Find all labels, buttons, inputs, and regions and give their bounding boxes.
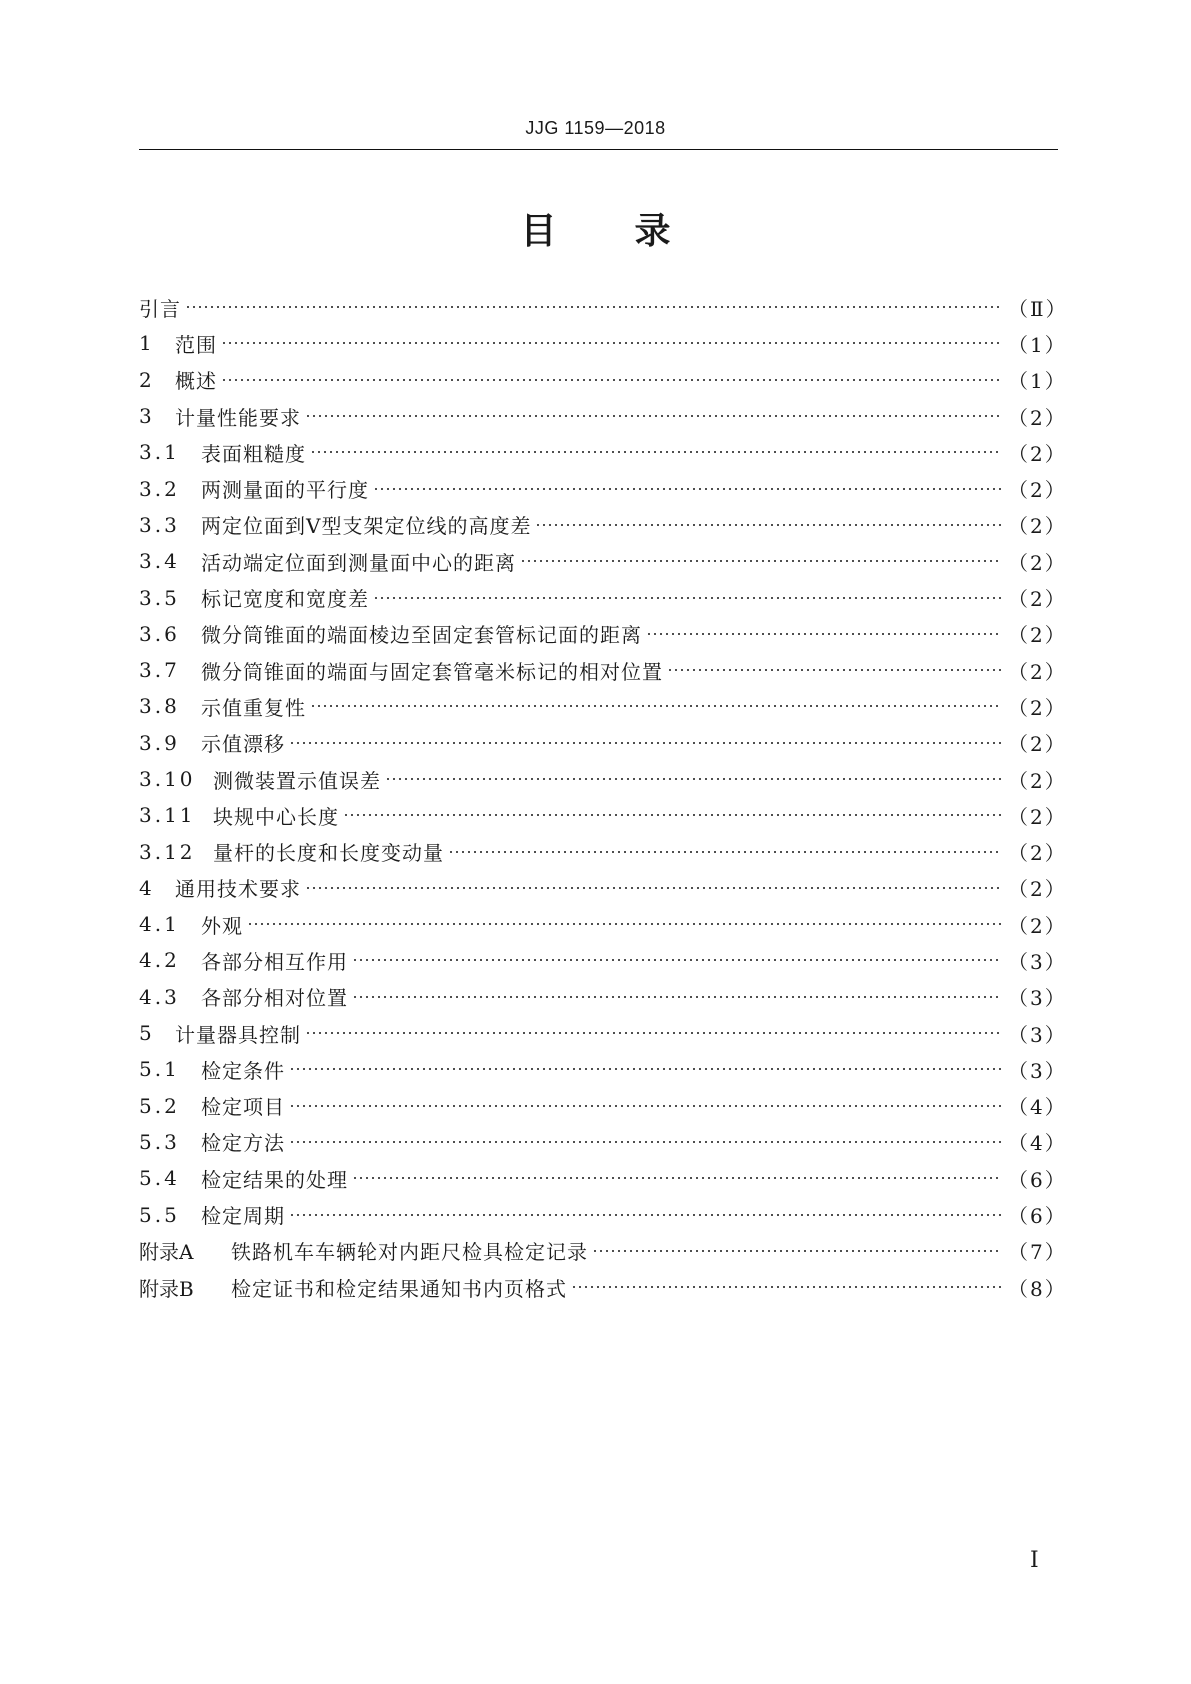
toc-entry[interactable] (139, 870, 1067, 906)
toc-entry-number: 3.2 (139, 476, 180, 501)
toc-entry[interactable] (139, 942, 1067, 978)
toc-dot-leader (221, 341, 1002, 345)
toc-entry-number: 3.10 (139, 767, 196, 791)
toc-entry[interactable] (139, 1196, 1067, 1232)
toc-entry-page: （8） (1008, 1276, 1067, 1301)
toc-entry-label: 检定方法 (201, 1131, 285, 1156)
toc-entry-label: 块规中心长度 (213, 804, 339, 829)
toc-entry-label: 概述 (175, 369, 217, 394)
toc-dot-leader (646, 632, 1002, 636)
toc-dot-leader (289, 1067, 1002, 1071)
toc-entry-label: 检定周期 (201, 1204, 285, 1229)
toc-entry[interactable] (139, 652, 1067, 688)
toc-dot-leader (373, 596, 1002, 600)
toc-entry-number: 5.5 (139, 1202, 180, 1227)
toc-entry-page: （6） (1008, 1204, 1067, 1229)
toc-entry-number: 5.2 (139, 1093, 180, 1118)
toc-dot-leader (289, 1140, 1002, 1144)
toc-dot-leader (448, 850, 1002, 854)
toc-entry-label: 范围 (175, 332, 217, 357)
page-number: Ⅰ (1030, 1548, 1039, 1573)
toc-entry[interactable] (139, 1233, 1067, 1269)
toc-entry-number: 1 (139, 331, 155, 356)
toc-entry-number: 3.9 (139, 730, 180, 755)
toc-entry-number: 5 (139, 1021, 155, 1046)
toc-entry-label: 检定条件 (201, 1058, 285, 1083)
toc-entry-page: （2） (1008, 405, 1067, 430)
toc-entry-number: 3.6 (139, 621, 180, 646)
toc-entry-number: 5.3 (139, 1129, 180, 1154)
toc-entry[interactable] (139, 362, 1067, 398)
toc-dot-leader (592, 1249, 1002, 1253)
toc-entry-label: 检定结果的处理 (201, 1167, 348, 1192)
toc-entry-number: 附录A (139, 1240, 194, 1265)
toc-entry[interactable] (139, 725, 1067, 761)
toc-dot-leader (289, 741, 1002, 745)
toc-entry-page: （2） (1008, 768, 1067, 793)
toc-entry-number: 3.7 (139, 658, 180, 683)
toc-entry[interactable] (139, 325, 1067, 361)
toc-dot-leader (185, 305, 1002, 309)
toc-entry-number: 2 (139, 367, 155, 392)
toc-entry-number: 3.11 (139, 803, 196, 828)
toc-entry-page: （2） (1008, 478, 1067, 503)
page-title: 目录 (520, 211, 749, 252)
toc-entry-label: 检定项目 (201, 1095, 285, 1120)
toc-entry[interactable] (139, 1051, 1067, 1087)
table-of-contents (139, 289, 1068, 1305)
toc-entry-page: （2） (1008, 695, 1067, 720)
toc-dot-leader (305, 414, 1002, 418)
toc-entry-label: 两定位面到V型支架定位线的高度差 (201, 514, 532, 539)
toc-entry-number: 3.5 (139, 585, 180, 610)
toc-entry-label: 活动端定位面到测量面中心的距离 (201, 550, 516, 575)
toc-entry-number: 4.3 (139, 984, 180, 1009)
toc-dot-leader (289, 1213, 1002, 1217)
toc-dot-leader (667, 668, 1002, 672)
toc-dot-leader (305, 886, 1002, 890)
toc-entry-label: 通用技术要求 (175, 877, 301, 902)
toc-entry-number: 3.3 (139, 512, 180, 537)
toc-entry-number: 3.1 (139, 440, 180, 465)
toc-entry-label: 铁路机车车辆轮对内距尺检具检定记录 (231, 1240, 588, 1265)
toc-entry-page: （2） (1008, 550, 1067, 575)
toc-entry-page: （2） (1008, 841, 1067, 866)
toc-dot-leader (385, 777, 1002, 781)
toc-entry-label: 计量性能要求 (175, 405, 301, 430)
toc-entry[interactable] (139, 507, 1067, 543)
toc-dot-leader (305, 1031, 1002, 1035)
toc-entry-page: （3） (1008, 986, 1067, 1011)
toc-entry-page: （2） (1008, 587, 1067, 612)
toc-dot-leader (352, 995, 1002, 999)
toc-entry-page: （2） (1008, 804, 1067, 829)
toc-entry-page: （1） (1008, 369, 1067, 394)
toc-dot-leader (373, 487, 1002, 491)
toc-entry-label: 示值重复性 (201, 695, 306, 720)
toc-entry-page: （2） (1008, 623, 1067, 648)
toc-entry[interactable] (139, 1160, 1067, 1196)
toc-entry-page: （3） (1008, 1022, 1067, 1047)
toc-entry-label: 表面粗糙度 (201, 441, 306, 466)
toc-entry[interactable] (139, 1269, 1067, 1305)
toc-entry-page: （4） (1008, 1095, 1067, 1120)
toc-entry-number: 附录B (139, 1276, 194, 1301)
toc-entry-label: 检定证书和检定结果通知书内页格式 (231, 1276, 567, 1301)
toc-entry[interactable] (139, 1015, 1067, 1051)
toc-entry[interactable] (139, 797, 1067, 833)
header-rule (139, 149, 1058, 150)
toc-entry[interactable] (139, 543, 1067, 579)
toc-entry-page: （6） (1008, 1167, 1067, 1192)
toc-entry[interactable] (139, 979, 1067, 1015)
toc-entry-label: 测微装置示值误差 (213, 768, 381, 793)
toc-entry-number: 5.1 (139, 1057, 180, 1082)
toc-entry-page: （2） (1008, 877, 1067, 902)
standard-code: JJG 1159—2018 (525, 118, 666, 138)
toc-entry[interactable] (139, 434, 1067, 470)
toc-entry[interactable] (139, 579, 1067, 615)
toc-entry-number: 5.4 (139, 1166, 180, 1191)
toc-entry-page: （2） (1008, 514, 1067, 539)
toc-dot-leader (520, 559, 1002, 563)
toc-dot-leader (247, 922, 1002, 926)
toc-dot-leader (343, 813, 1002, 817)
toc-entry-label: 示值漂移 (201, 732, 285, 757)
toc-dot-leader (352, 1176, 1002, 1180)
toc-entry-label: 微分筒锥面的端面棱边至固定套管标记面的距离 (201, 623, 642, 648)
toc-dot-leader (221, 378, 1002, 382)
toc-entry[interactable] (139, 470, 1067, 506)
toc-entry-number: 4.2 (139, 948, 180, 973)
toc-entry-label: 引言 (139, 296, 181, 321)
toc-entry[interactable] (139, 398, 1067, 434)
toc-entry[interactable] (139, 833, 1067, 869)
toc-entry-label: 两测量面的平行度 (201, 478, 369, 503)
toc-entry-page: （4） (1008, 1131, 1067, 1156)
toc-entry-label: 计量器具控制 (175, 1022, 301, 1047)
toc-entry-page: （1） (1008, 332, 1067, 357)
toc-entry-label: 量杆的长度和长度变动量 (213, 841, 444, 866)
toc-entry-number: 3.4 (139, 549, 180, 574)
toc-entry[interactable] (139, 906, 1067, 942)
toc-dot-leader (352, 958, 1002, 962)
toc-entry[interactable] (139, 616, 1067, 652)
toc-entry-page: （7） (1008, 1240, 1067, 1265)
toc-entry-page: （Ⅱ） (1008, 296, 1068, 321)
toc-entry-label: 各部分相对位置 (201, 986, 348, 1011)
toc-entry[interactable] (139, 761, 1067, 797)
toc-dot-leader (310, 450, 1002, 454)
toc-dot-leader (289, 1104, 1002, 1108)
toc-entry-number: 4 (139, 875, 155, 900)
toc-entry-number: 4.1 (139, 912, 180, 937)
toc-entry[interactable] (139, 1124, 1067, 1160)
toc-entry[interactable] (139, 688, 1067, 724)
toc-entry[interactable] (139, 289, 1068, 325)
toc-dot-leader (571, 1285, 1002, 1289)
toc-entry-page: （2） (1008, 913, 1067, 938)
toc-entry[interactable] (139, 1088, 1067, 1124)
toc-dot-leader (535, 523, 1002, 527)
toc-entry-label: 微分筒锥面的端面与固定套管毫米标记的相对位置 (201, 659, 663, 684)
toc-entry-label: 外观 (201, 913, 243, 938)
toc-entry-page: （2） (1008, 732, 1067, 757)
toc-entry-number: 3.8 (139, 694, 180, 719)
toc-entry-number: 3 (139, 404, 155, 429)
toc-entry-label: 各部分相互作用 (201, 949, 348, 974)
toc-entry-page: （2） (1008, 659, 1067, 684)
toc-entry-page: （3） (1008, 949, 1067, 974)
toc-entry-number: 3.12 (139, 839, 196, 864)
toc-entry-page: （2） (1008, 441, 1067, 466)
toc-entry-label: 标记宽度和宽度差 (201, 587, 369, 612)
toc-dot-leader (310, 704, 1002, 708)
toc-entry-page: （3） (1008, 1058, 1067, 1083)
